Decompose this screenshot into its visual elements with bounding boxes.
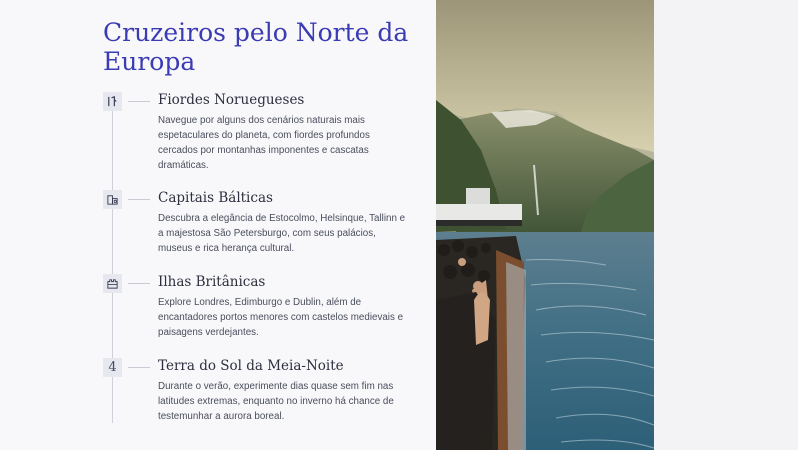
item-description: Explore Londres, Edimburgo e Dublin, além de encantadores portos menores com castelos medievais e paisagens verdejantes. <box>158 297 404 338</box>
timeline-marker <box>103 190 122 209</box>
item-description: Navegue por alguns dos cenários naturais mais espetaculares do planeta, com fiordes profundos cercados por montanhas imponentes e cascatas dramáticas. <box>158 115 370 171</box>
timeline-connector <box>128 199 150 200</box>
item-title: Fiordes Noruegueses <box>158 92 305 108</box>
photo-illustration <box>436 0 654 450</box>
timeline-marker <box>103 274 122 293</box>
item-description: Durante o verão, experimente dias quase sem fim nas latitudes extremas, enquanto no inverno há chance de testemunhar a aurora boreal. <box>158 381 394 422</box>
right-margin <box>654 0 798 450</box>
timeline-marker <box>103 92 122 111</box>
timeline-marker: 4 <box>103 358 122 377</box>
fjord-cruise-photo <box>436 0 654 450</box>
item-title: Ilhas Britânicas <box>158 274 266 290</box>
page-title: Cruzeiros pelo Norte da Europa <box>103 18 409 76</box>
city-buildings-icon <box>106 193 119 206</box>
timeline-connector <box>128 283 150 284</box>
timeline-connector <box>128 101 150 102</box>
timeline-connector <box>128 367 150 368</box>
item-title: Capitais Bálticas <box>158 190 273 206</box>
item-description: Descubra a elegância de Estocolmo, Helsinque, Tallinn e a majestosa São Petersburgo, com seus palácios, museus e rica herança cultural. <box>158 213 406 254</box>
item-title: Terra do Sol da Meia-Noite <box>158 358 344 374</box>
castle-icon <box>106 277 119 290</box>
pine-tree-icon <box>106 95 119 108</box>
